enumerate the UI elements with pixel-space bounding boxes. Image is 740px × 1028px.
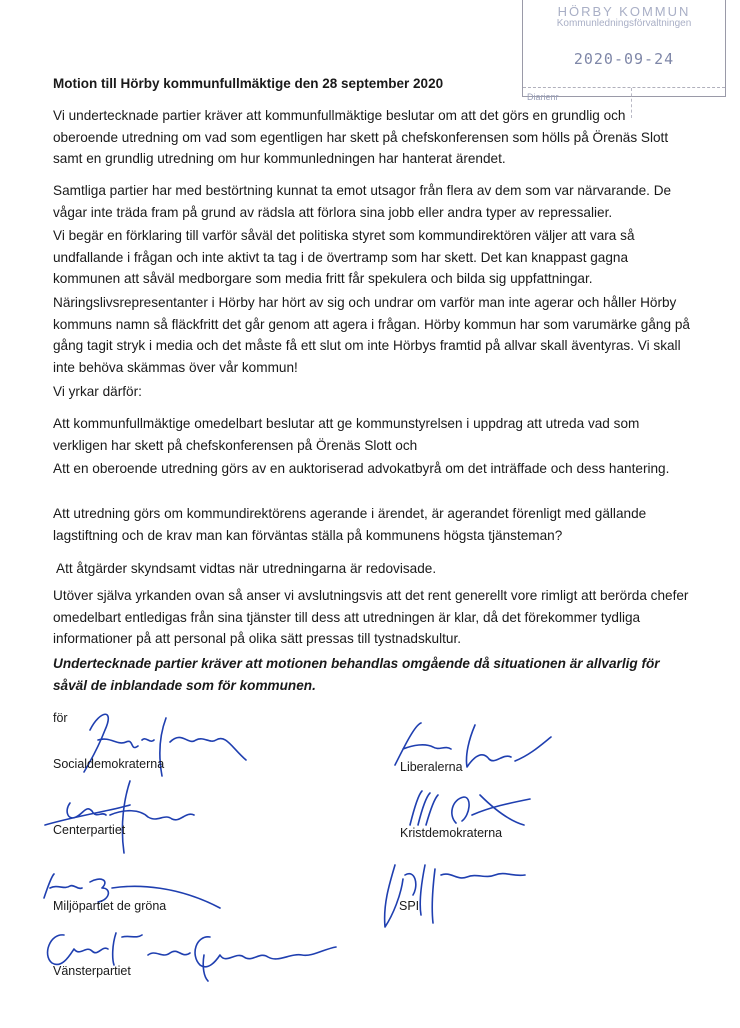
- paragraph-demands-intro: Vi yrkar därför:: [53, 384, 142, 399]
- paragraph-business: Näringslivsrepresentanter i Hörby har hört av sig och undrar om varför man inte agerar och håller Hörby kommuns namn så fläckfritt det går genom att agera i frågan. Hörby kommun har som varumärke gång på gång tagit stryk i media och det måste få ett slut om inte Hörbys framtid på allvar skall äventyras. Vi skall inte behöva skämmas över vår kommun!: [53, 295, 690, 375]
- paragraph-intro: Vi undertecknade partier kräver att kommunfullmäktige beslutar om att det görs en grundlig och oberoende utredning om vad som egentligen har skett på chefskonferensen som hölls på Örenäs Slott samt en grundlig utredning om hur kommunledningen har hanterat ärendet.: [53, 108, 669, 166]
- stamp-department: Kommunledningsförvaltningen: [556, 18, 692, 29]
- paragraph-explanation: Vi begär en förklaring till varför såväl det politiska styret som kommundirektören väljer att vara så undfallande i frågan och inte aktivt ta tag i de övertramp som har skett. Det kan knappast gagna kommunen att såväl medborgare som media fritt får spekulera och bilda sig uppfattningar.: [53, 228, 635, 286]
- party-label-vansterpartiet: Vänsterpartiet: [53, 964, 131, 978]
- party-label-socialdemokraterna: Socialdemokraterna: [53, 757, 165, 771]
- document-title: Motion till Hörby kommunfullmäktige den 28 september 2020: [53, 76, 444, 91]
- party-label-kristdemokraterna: Kristdemokraterna: [400, 826, 503, 840]
- paragraph-witnesses: Samtliga partier har med bestörtning kunnat ta emot utsagor från flera av dem som var närvarande. De vågar inte träda fram på grund av rädsla att förlora sina jobb eller andra typer av repressalier.: [53, 183, 672, 220]
- party-label-miljopartiet: Miljöpartiet de gröna: [53, 899, 167, 913]
- received-stamp: [522, 0, 726, 102]
- stamp-date: 2020-09-24: [573, 50, 675, 68]
- closing-statement: Undertecknade partier kräver att motionen behandlas omgående då situationen är allvarlig för såväl de inblandade som för kommunen.: [53, 656, 660, 693]
- party-label-spi: SPI: [399, 899, 420, 913]
- stamp-diarie-label: Diarienr: [527, 92, 559, 102]
- demand-2: Att en oberoende utredning görs av en auktoriserad advokatbyrå om det inträffade och dess hantering.: [53, 461, 670, 476]
- paragraph-conclusion: Utöver själva yrkanden ovan så anser vi avslutningsvis att det rent generellt vore rimligt att berörda chefer omedelbart entledigas från sina tjänster till dess att utredningen är klar, då det förekommer tydliga informationer på att personal på olika sätt pressas till tystnadskultur.: [53, 588, 689, 646]
- signature-centerpartiet: [40, 775, 240, 855]
- demand-4: Att åtgärder skyndsamt vidtas när utredningarna är redovisade.: [53, 561, 437, 576]
- for-label: för: [53, 711, 68, 725]
- demand-1: Att kommunfullmäktige omedelbart beslutar att ge kommunstyrelsen i uppdrag att utreda vad som verkligen har skett på chefskonferensen på Örenäs Slott och: [53, 416, 640, 453]
- demand-3: Att utredning görs om kommundirektörens agerande i ärendet, är agerandet förenligt med gällande lagstiftning och de krav man kan förväntas ställa på kommunens högsta tjänsteman?: [53, 506, 647, 543]
- signature-spi: [375, 855, 535, 935]
- stamp-organization: HÖRBY KOMMUN: [557, 4, 691, 19]
- party-label-liberalerna: Liberalerna: [400, 760, 463, 774]
- party-label-centerpartiet: Centerpartiet: [53, 823, 126, 837]
